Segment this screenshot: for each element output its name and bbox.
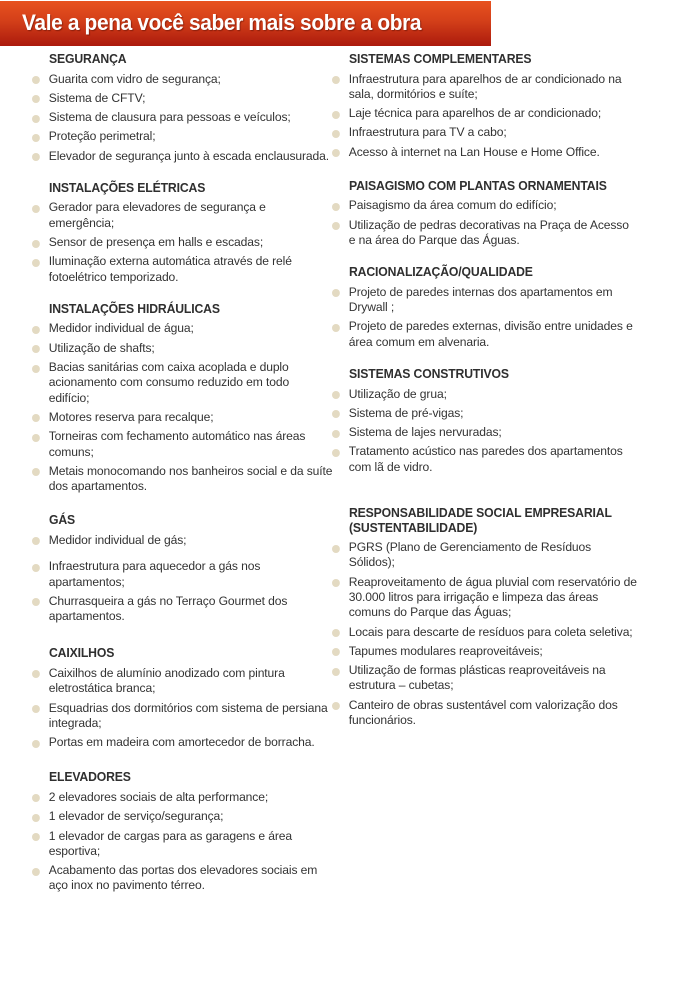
list-item-label: Utilização de grua; <box>348 386 447 401</box>
list-item-label: Torneiras com fechamento automático nas áreas comuns; <box>48 429 306 459</box>
list-item-label: Sistema de CFTV; <box>48 90 146 105</box>
right-column <box>332 52 642 732</box>
feature-list <box>32 72 337 164</box>
list-item-label: Gerador para elevadores de segurança e emergência; <box>48 200 266 230</box>
section-elevadores <box>32 770 337 893</box>
content-columns <box>0 52 694 984</box>
list-item <box>32 149 332 164</box>
feature-list <box>332 540 642 728</box>
list-item <box>332 285 637 316</box>
list-item <box>332 319 637 350</box>
list-item-label: Caixilhos de alumínio anodizado com pintura eletrostática branca; <box>48 665 285 696</box>
bullet-icon <box>32 240 40 248</box>
list-item <box>332 444 637 475</box>
section-instalacoes-eletricas <box>32 181 337 285</box>
section-responsabilidade-social-empresarial-sustentabilidade <box>332 506 642 728</box>
page-title: Vale a pena você saber mais sobre a obra <box>22 10 422 35</box>
bullet-icon <box>332 702 340 710</box>
feature-list <box>332 198 642 248</box>
bullet-icon <box>32 564 40 572</box>
list-item-label: Sensor de presença em halls e escadas; <box>48 235 264 250</box>
list-item-label: 1 elevador de serviço/segurança; <box>48 809 224 824</box>
section-title: SISTEMAS CONSTRUTIVOS <box>349 367 509 382</box>
bullet-icon <box>32 134 40 142</box>
section-sistemas-complementares <box>332 52 642 160</box>
feature-list <box>32 533 337 624</box>
list-item-label: Motores reserva para recalque; <box>48 409 214 424</box>
bullet-icon <box>332 111 340 119</box>
bullet-icon <box>332 449 340 457</box>
bullet-icon <box>332 324 340 332</box>
list-item <box>332 575 637 621</box>
list-item-label: Paisagismo da área comum do edifício; <box>348 198 557 213</box>
bullet-icon <box>32 598 40 606</box>
list-item-label: Utilização de shafts; <box>48 340 155 355</box>
list-item <box>332 106 637 121</box>
list-item <box>32 809 332 824</box>
list-item-label: Bacias sanitárias com caixa acoplada e duplo acionamento com consumo reduzido em todo edifício; <box>48 360 290 405</box>
list-item-label: Utilização de pedras decorativas na Praça de Acesso e na área do Parque das Águas. <box>348 217 629 248</box>
list-item <box>332 125 637 140</box>
list-item <box>332 625 637 640</box>
bullet-icon <box>332 410 340 418</box>
list-item <box>332 387 637 402</box>
section-title: SEGURANÇA <box>49 52 127 66</box>
list-item-label: Canteiro de obras sustentável com valorização dos funcionários. <box>348 697 618 728</box>
list-item <box>332 72 637 103</box>
feature-list <box>32 200 337 284</box>
bullet-icon <box>32 833 40 841</box>
section-title: ELEVADORES <box>49 770 131 785</box>
list-item <box>32 829 332 860</box>
section-gas <box>32 513 337 624</box>
bullet-icon <box>32 205 40 213</box>
list-item-label: Reaproveitamento de água pluvial com reservatório de 30.000 litros para irrigação e limpeza das áreas comuns do Parque das Águas; <box>348 574 637 620</box>
list-item-label: Tratamento acústico nas paredes dos apartamentos com lã de vidro. <box>348 444 623 474</box>
section-title: RESPONSABILIDADE SOCIAL EMPRESARIAL (SUSTENTABILIDADE) <box>349 506 612 535</box>
list-item <box>32 72 332 87</box>
bullet-icon <box>32 95 40 103</box>
list-item <box>332 663 637 694</box>
bullet-icon <box>32 365 40 373</box>
list-item-label: Esquadrias dos dormitórios com sistema de persiana integrada; <box>48 700 328 730</box>
bullet-icon <box>32 153 40 161</box>
section-title: INSTALAÇÕES HIDRÁULICAS <box>49 301 220 316</box>
list-item <box>32 533 332 548</box>
list-item-label: Sistema de clausura para pessoas e veículos; <box>48 110 291 125</box>
list-item-label: Acesso à internet na Lan House e Home Office. <box>348 144 600 159</box>
list-item <box>32 735 332 750</box>
list-item <box>32 254 332 285</box>
list-item-label: PGRS (Plano de Gerenciamento de Resíduos Sólidos); <box>348 540 592 570</box>
list-item <box>332 644 637 659</box>
section-seguranca <box>32 52 337 164</box>
bullet-icon <box>332 668 340 676</box>
list-item <box>332 540 637 571</box>
list-item <box>32 464 332 495</box>
bullet-icon <box>332 130 340 138</box>
list-item <box>32 594 332 625</box>
bullet-icon <box>332 579 340 587</box>
list-item-label: Infraestrutura para aparelhos de ar condicionado na sala, dormitórios e suíte; <box>348 71 622 101</box>
list-item <box>32 559 332 590</box>
feature-list <box>332 285 642 350</box>
list-item-label: Sistema de pré-vigas; <box>348 405 464 420</box>
bullet-icon <box>32 705 40 713</box>
list-item-label: Tapumes modulares reaproveitáveis; <box>348 643 543 658</box>
list-item <box>332 425 637 440</box>
list-item-label: Medidor individual de água; <box>48 321 194 336</box>
bullet-icon <box>32 414 40 422</box>
list-item-label: Infraestrutura para TV a cabo; <box>348 125 507 140</box>
list-item <box>32 429 332 460</box>
bullet-icon <box>32 670 40 678</box>
list-item-label: 1 elevador de cargas para as garagens e área esportiva; <box>48 828 293 858</box>
feature-list <box>32 790 337 894</box>
list-item-label: Utilização de formas plásticas reaproveitáveis na estrutura – cubetas; <box>348 663 606 693</box>
section-sistemas-construtivos <box>332 367 642 475</box>
section-caixilhos <box>32 646 337 750</box>
list-item-label: Medidor individual de gás; <box>48 532 187 547</box>
section-title: CAIXILHOS <box>49 646 115 661</box>
bullet-icon <box>332 203 340 211</box>
header-banner <box>0 1 491 46</box>
bullet-icon <box>32 259 40 267</box>
list-item <box>32 321 332 336</box>
feature-list <box>32 321 337 494</box>
section-title: PAISAGISMO COM PLANTAS ORNAMENTAIS <box>349 178 607 193</box>
list-item-label: Infraestrutura para aquecedor a gás nos apartamentos; <box>48 559 261 589</box>
bullet-icon <box>32 814 40 822</box>
list-item-label: Proteção perimetral; <box>48 129 156 144</box>
list-item <box>32 410 332 425</box>
bullet-icon <box>332 430 340 438</box>
bullet-icon <box>332 545 340 553</box>
bullet-icon <box>332 648 340 656</box>
section-racionalizacao-qualidade <box>332 265 642 350</box>
bullet-icon <box>32 434 40 442</box>
list-item-label: Elevador de segurança junto à escada enclausurada. <box>48 148 330 163</box>
list-item-label: 2 elevadores sociais de alta performance; <box>48 789 269 804</box>
feature-list <box>32 666 337 750</box>
list-item <box>32 91 332 106</box>
list-item <box>32 701 332 732</box>
list-item <box>32 360 332 406</box>
bullet-icon <box>32 468 40 476</box>
bullet-icon <box>332 391 340 399</box>
section-instalacoes-hidraulicas <box>32 302 337 494</box>
list-item <box>332 198 637 213</box>
list-item <box>32 666 332 697</box>
bullet-icon <box>32 76 40 84</box>
list-item-label: Acabamento das portas dos elevadores sociais em aço inox no pavimento térreo. <box>48 863 318 893</box>
list-item <box>332 698 637 729</box>
bullet-icon <box>32 115 40 123</box>
list-item-label: Portas em madeira com amortecedor de borracha. <box>48 735 315 750</box>
bullet-icon <box>32 345 40 353</box>
section-paisagismo-com-plantas-ornamentais <box>332 179 642 248</box>
bullet-icon <box>32 326 40 334</box>
list-item <box>32 200 332 231</box>
list-item-label: Guarita com vidro de segurança; <box>48 71 221 86</box>
list-item <box>332 406 637 421</box>
bullet-icon <box>332 629 340 637</box>
list-item-label: Projeto de paredes internas dos apartamentos em Drywall ; <box>348 284 613 315</box>
feature-list <box>332 72 642 160</box>
bullet-icon <box>32 868 40 876</box>
bullet-icon <box>332 222 340 230</box>
bullet-icon <box>332 289 340 297</box>
list-item-label: Projeto de paredes externas, divisão entre unidades e área comum em alvenaria. <box>348 319 633 349</box>
left-column <box>32 52 337 898</box>
list-item <box>32 110 332 125</box>
bullet-icon <box>32 794 40 802</box>
list-item-label: Churrasqueira a gás no Terraço Gourmet dos apartamentos. <box>48 593 288 624</box>
list-item-label: Iluminação externa automática através de relé fotoelétrico temporizado. <box>48 254 292 284</box>
bullet-icon <box>332 76 340 84</box>
list-item <box>32 863 332 894</box>
feature-list <box>332 387 642 475</box>
list-item-label: Locais para descarte de resíduos para coleta seletiva; <box>348 624 633 639</box>
list-item <box>32 790 332 805</box>
list-item-label: Sistema de lajes nervuradas; <box>348 425 502 440</box>
list-item <box>32 129 332 144</box>
list-item <box>332 145 637 160</box>
list-item-label: Laje técnica para aparelhos de ar condicionado; <box>348 106 602 121</box>
list-item <box>32 235 332 250</box>
section-title: SISTEMAS COMPLEMENTARES <box>349 52 532 66</box>
list-item-label: Metais monocomando nos banheiros social e da suíte dos apartamentos. <box>48 463 333 494</box>
list-item <box>32 341 332 356</box>
section-title: INSTALAÇÕES ELÉTRICAS <box>49 180 206 195</box>
bullet-icon <box>32 537 40 545</box>
bullet-icon <box>32 740 40 748</box>
section-title: GÁS <box>49 513 76 528</box>
list-item <box>332 218 637 249</box>
section-title: RACIONALIZAÇÃO/QUALIDADE <box>349 265 533 280</box>
bullet-icon <box>332 149 340 157</box>
